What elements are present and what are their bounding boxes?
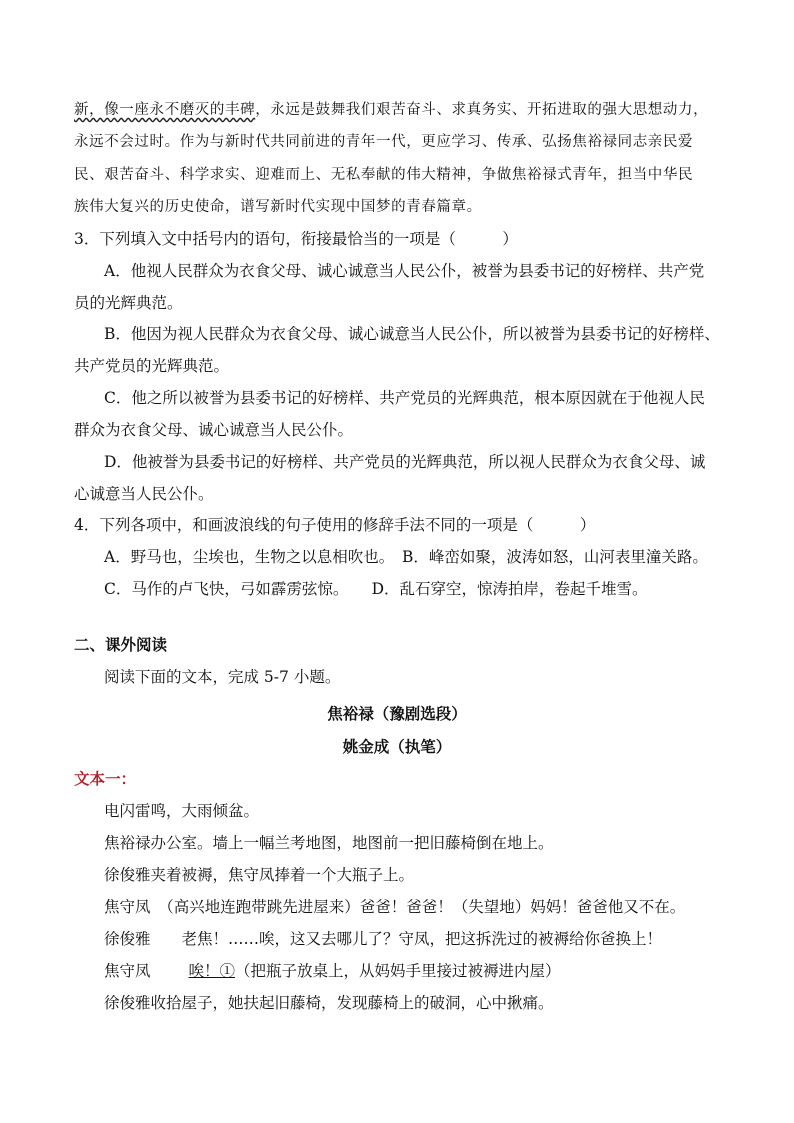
q3-option-a-line2: 员的光辉典范。 [74,294,183,312]
play-author: 姚金成（执笔） [342,737,452,756]
q3-option-a-line1: A．他视人民群众为衣食父母、诚心诚意当人民公仆，被誉为县委书记的好榜样、共产党 [104,262,705,280]
script-line-5: 徐俊雅 老焦！……唉，这又去哪儿了？守凤，把这拆洗过的被褥给你爸换上！ [104,930,663,948]
q3-option-d-line2: 心诚意当人民公仆。 [74,485,214,503]
passage-line-1 [74,99,708,121]
q4-options-row-2: C．马作的卢飞快，弓如霹雳弦惊。 D．乱石穿空，惊涛拍岸，卷起千堆雪。 [104,580,648,598]
underlined-exclamation: 唉！① [188,962,236,980]
q3-stem: 3．下列填入文中括号内的语句，衔接最恰当的一项是（ ） [74,230,518,248]
q3-option-b-line2: 共产党员的光辉典范。 [74,357,230,375]
q3-option-d-line1: D．他被誉为县委书记的好榜样、共产党员的光辉典范，所以视人民群众为衣食父母、诚 [104,453,706,471]
script-line-2: 焦裕禄办公室。墙上一幅兰考地图，地图前一把旧藤椅倒在地上。 [104,834,554,852]
reading-instruction: 阅读下面的文本，完成 5-7 小题。 [104,668,341,686]
play-title: 焦裕禄（豫剧选段） [327,704,467,723]
script-line-4: 焦守凤 （高兴地连跑带跳先进屋来）爸爸！爸爸！（失望地）妈妈！爸爸他又不在。 [104,898,686,916]
passage-line-1-rest: ，永远是鼓舞我们艰苦奋斗、求真务实、开拓进取的强大思想动力， [255,102,709,118]
q3-option-c-line2: 群众为衣食父母、诚心诚意当人民公仆。 [74,421,354,439]
passage-line-3: 民、艰苦奋斗、科学求实、迎难而上、无私奉献的伟大精神，争做焦裕禄式青年，担当中华民 [74,167,694,183]
text-one-label: 文本一： [74,769,137,788]
script-line-1: 电闪雷鸣，大雨倾盆。 [104,802,260,820]
q3-option-b-line1: B．他因为视人民群众为衣食父母、诚心诚意当人民公仆，所以被誉为县委书记的好榜样、 [104,325,720,343]
wavy-sentence: 新，像一座永不磨灭的丰碑 [74,102,256,118]
script-line-3: 徐俊雅夹着被褥，焦守凤捧着一个大瓶子上。 [104,866,415,884]
q3-option-c-line1: C．他之所以被誉为县委书记的好榜样、共产党员的光辉典范，根本原因就在于他视人民 [104,389,705,407]
passage-line-4: 族伟大复兴的历史使命，谱写新时代实现中国梦的青春篇章。 [74,199,482,215]
stage-direction: （把瓶子放桌上，从妈妈手里接过被褥进内屋） [235,962,561,980]
speaker-name: 焦守凤 [104,962,151,980]
section-heading: 二、课外阅读 [74,635,168,654]
passage-line-2: 永远不会过时。作为与新时代共同前进的青年一代，更应学习、传承、弘扬焦裕禄同志亲民爱 [74,134,694,150]
script-line-7: 徐俊雅收拾屋子，她扶起旧藤椅，发现藤椅上的破洞，心中揪痛。 [104,994,554,1012]
script-line-6 [104,960,561,982]
q4-stem: 4．下列各项中，和画波浪线的句子使用的修辞手法不同的一项是（ ） [74,516,596,534]
q4-options-row-1: A．野马也，尘埃也，生物之以息相吹也。 B．峰峦如聚，波涛如怒，山河表里潼关路。 [104,548,708,566]
